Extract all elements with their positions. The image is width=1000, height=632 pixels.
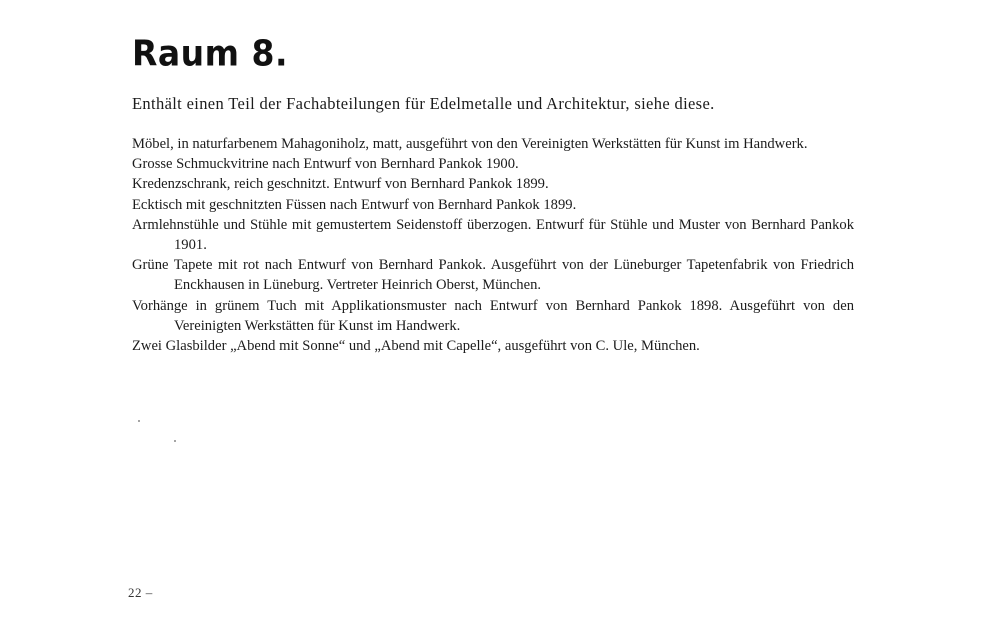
exhibit-entry: Kredenzschrank, reich geschnitzt. Entwurf von Bernhard Pankok 1899. bbox=[132, 176, 549, 193]
exhibit-list bbox=[132, 134, 854, 356]
exhibit-entry: Möbel, in naturfarbenem Mahagoniholz, matt, ausgeführt von den Vereinigten Werkstätten für Kunst im Handwerk. bbox=[132, 136, 808, 152]
exhibit-entry: Ecktisch mit geschnitzten Füssen nach Entwurf von Bernhard Pankok 1899. bbox=[132, 196, 577, 213]
exhibit-entry: Armlehnstühle und Stühle mit gemustertem Seidenstoff überzogen. Entwurf für Stühle und Muster von Bernhard Pankok 1901. bbox=[132, 216, 854, 254]
scan-speck bbox=[138, 420, 140, 422]
exhibit-entry: Zwei Glasbilder „Abend mit Sonne“ und „Abend mit Capelle“, ausgeführt von C. Ule, München. bbox=[132, 338, 700, 355]
page-number: 22 – bbox=[128, 585, 153, 600]
scan-speck bbox=[174, 440, 176, 442]
page-title: Raum 8. bbox=[132, 32, 289, 75]
exhibit-entry: Vorhänge in grünem Tuch mit Applikationsmuster nach Entwurf von Bernhard Pankok 1898. Ausgeführt von den Vereinigten Werkstätten für Kunst im Handwerk. bbox=[132, 297, 854, 334]
intro-paragraph: Enthält einen Teil der Fachabteilungen für Edelmetalle und Architektur, siehe diese. bbox=[132, 94, 715, 113]
exhibit-entry: Grüne Tapete mit rot nach Entwurf von Bernhard Pankok. Ausgeführt von der Lüneburger Tapetenfabrik von Friedrich Enckhausen in Lüneburg. Vertreter Heinrich Oberst, München. bbox=[132, 257, 854, 294]
exhibit-entry: Grosse Schmuckvitrine nach Entwurf von Bernhard Pankok 1900. bbox=[132, 156, 519, 173]
